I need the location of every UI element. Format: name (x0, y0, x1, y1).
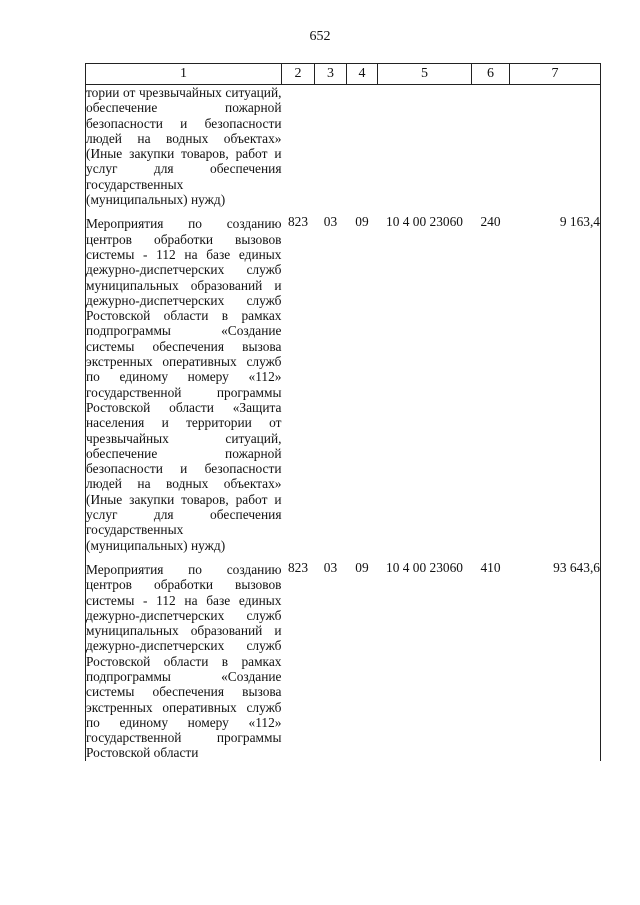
row-target-article (378, 85, 472, 215)
table-row (86, 560, 601, 761)
row-amount: 9 163,4 (510, 214, 601, 560)
budget-table (85, 63, 601, 761)
row-ministry-code (282, 85, 315, 215)
column-header-3: 3 (315, 64, 347, 85)
row-description: тории от чрезвычайных ситуаций, обеспечение пожарной безопасности и безопасности людей на водных объектах» (Иные закупки товаров, работ и услуг для обеспечения государственных (муниципальных) нужд) (86, 85, 282, 215)
table-row (86, 85, 601, 215)
row-target-article: 10 4 00 23060 (386, 214, 463, 230)
column-header-7: 7 (510, 64, 601, 85)
column-header-4: 4 (347, 64, 378, 85)
row-subsection-code: 09 (355, 214, 369, 230)
column-header-2: 2 (282, 64, 315, 85)
row-expense-type: 410 (480, 559, 501, 575)
row-expense-type: 240 (480, 214, 501, 230)
row-ministry-code: 823 (287, 559, 309, 575)
row-subsection-code (347, 85, 378, 215)
row-section-code: 03 (323, 214, 338, 230)
page-number: 652 (309, 29, 331, 44)
row-section-code: 03 (323, 559, 338, 575)
row-ministry-code: 823 (287, 214, 309, 230)
row-section-code (315, 85, 347, 215)
row-amount (510, 85, 601, 215)
row-amount: 93 643,6 (510, 560, 601, 761)
row-subsection-code: 09 (355, 559, 369, 575)
column-header-5: 5 (378, 64, 472, 85)
table-header-row (86, 64, 601, 85)
row-expense-type (472, 85, 510, 215)
column-header-1: 1 (86, 64, 282, 85)
row-description: Мероприятия по созданию центров обработки вызовов системы - 112 на базе единых дежурно-диспетчерских служб муниципальных образований и дежурно-диспетчерских служб Ростовской области в рамках подпрограммы «Создание системы обеспечения вызова экстренных оперативных служб по единому номеру «112» государственной программы Ростовской области «Защита населения и территории от чрезвычайных ситуаций, обеспечение пожарной безопасности и безопасности людей на водных объектах» (Иные закупки товаров, работ и услуг для обеспечения государственных (муниципальных) нужд) (86, 214, 282, 560)
row-target-article: 10 4 00 23060 (386, 559, 463, 575)
column-header-6: 6 (472, 64, 510, 85)
row-description: Мероприятия по созданию центров обработки вызовов системы - 112 на базе единых дежурно-диспетчерских служб муниципальных образований и дежурно-диспетчерских служб Ростовской области в рамках подпрограммы «Создание системы обеспечения вызова экстренных оперативных служб по единому номеру «112» государственной программы Ростовской области (86, 561, 282, 761)
table-row (86, 214, 601, 560)
